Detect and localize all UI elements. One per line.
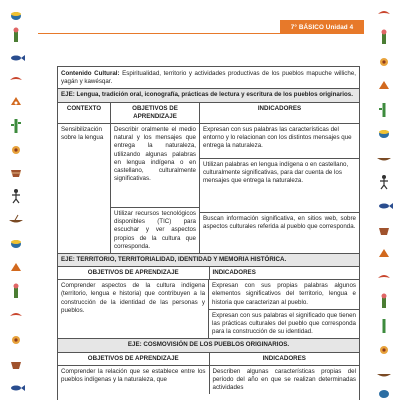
fish-icon bbox=[379, 203, 393, 209]
fox-icon bbox=[379, 81, 389, 89]
flower-icon bbox=[380, 346, 388, 354]
bird-icon bbox=[10, 313, 22, 316]
eje1-objetivo-1: Describir oralmente el medio natural y los mensajes que entrega la naturaleza, utilizando algunas palabras en lengua indígena o en castellano, culturalmente significativas. bbox=[111, 124, 199, 208]
header-divider bbox=[38, 33, 364, 34]
cultural-content-row bbox=[58, 67, 359, 89]
cactus-icon bbox=[11, 119, 21, 133]
eje1-objetivos-column bbox=[110, 124, 199, 253]
flower-icon bbox=[12, 336, 20, 344]
drum-icon bbox=[379, 130, 389, 138]
eje3-title: EJE: COSMOVISIÓN DE LOS PUEBLOS ORIGINARIOS. bbox=[127, 341, 290, 349]
cactus-icon bbox=[383, 319, 386, 333]
curriculum-table bbox=[57, 66, 360, 400]
eje3-col-objetivos: OBJETIVOS DE APRENDIZAJE bbox=[87, 354, 179, 362]
eje2-title: EJE: TERRITORIO, TERRITORIALIDAD, IDENTIDAD Y MEMORIA HISTÓRICA. bbox=[61, 255, 287, 263]
basket-icon bbox=[379, 228, 389, 235]
eje1-objetivo-2: Utilizar recursos tecnológicos disponibles (TIC) para escuchar y ver aspectos propios de la cultura que corresponda. bbox=[114, 209, 196, 250]
fish-icon bbox=[11, 385, 25, 391]
decorative-icon-border-left bbox=[0, 0, 34, 400]
eje2-body-row bbox=[58, 280, 359, 339]
eje3-objetivo: Comprender la relación que se establece entre los pueblos indígenas y la naturaleza, que bbox=[61, 367, 206, 383]
eje2-indicadores-column bbox=[208, 280, 359, 338]
eje1-contexto-cell: Sensibilización sobre la lengua bbox=[61, 125, 104, 142]
eje1-indicador-1a: Expresan con sus palabras las características del entorno y lo relacionan con los distintos mensajes que entrega la naturaleza. bbox=[200, 124, 359, 159]
fox-icon bbox=[379, 249, 389, 257]
eje1-col-indicadores: INDICADORES bbox=[199, 103, 359, 123]
eje1-body-row bbox=[58, 124, 359, 254]
canoe-icon bbox=[377, 374, 391, 377]
canoe-icon bbox=[377, 158, 391, 161]
bird-icon bbox=[10, 77, 22, 80]
eje1-indicador-1b: Utilizan palabras en lengua indígena o en castellano, culturalmente significativas, para dar cuenta de los mensajes que entrega la naturaleza. bbox=[200, 159, 359, 213]
totem-icon bbox=[14, 28, 19, 43]
flower-icon bbox=[380, 58, 388, 66]
drum-icon bbox=[379, 390, 389, 398]
totem-icon bbox=[382, 294, 387, 309]
bird-icon bbox=[378, 11, 390, 14]
eje2-objetivo: Comprender aspectos de la cultura indígena (territorio, lengua e historia) que contribuyen a la construcción de la identidad de las personas y pueblos. bbox=[61, 282, 206, 314]
eje3-title-row bbox=[58, 339, 359, 352]
eje1-title: EJE: Lengua, tradición oral, iconografía, prácticas de lectura y escritura de los pueblos originarios. bbox=[61, 91, 353, 99]
cactus-icon bbox=[379, 103, 386, 117]
totem-icon bbox=[382, 30, 387, 45]
eje2-col-objetivos: OBJETIVOS DE APRENDIZAJE bbox=[87, 269, 179, 277]
eje1-title-row bbox=[58, 89, 359, 102]
cultural-content-label: Contenido Cultural: bbox=[61, 70, 120, 77]
drum-icon bbox=[11, 240, 21, 248]
fox-icon bbox=[11, 263, 21, 271]
decorative-icon-border-right bbox=[366, 0, 400, 400]
eje2-header-row bbox=[58, 267, 359, 280]
eje1-header-row bbox=[58, 103, 359, 124]
basket-icon bbox=[11, 170, 21, 177]
bird-icon bbox=[378, 275, 390, 278]
basket-icon bbox=[11, 362, 21, 369]
canoe-icon bbox=[9, 215, 23, 223]
flower-icon bbox=[12, 146, 20, 154]
eje3-indicador: Describen algunas características propias del período del año en que se realizan determinadas actividades bbox=[209, 366, 360, 395]
eje3-col-indicadores: INDICADORES bbox=[209, 353, 360, 365]
fish-icon bbox=[11, 55, 25, 61]
eje1-indicador-2: Buscan información significativa, en sitios web, sobre aspectos culturales referida al pueblo que corresponda. bbox=[203, 214, 356, 231]
drum-icon bbox=[11, 12, 21, 20]
eje2-indicador-a: Expresan con sus propias palabras algunos elementos significativos del territorio, lengua e historia que caracterizan al pueblo. bbox=[209, 280, 359, 310]
eje1-col-objetivos: OBJETIVOS DE APRENDIZAJE bbox=[110, 103, 199, 123]
dancer-icon bbox=[380, 175, 388, 189]
totem-icon bbox=[14, 284, 19, 299]
eje3-body-row bbox=[58, 366, 359, 395]
eje2-indicador-b: Expresan con sus palabras el significado que tienen las prácticas culturales del pueblo que corresponda para la construcción de su identidad. bbox=[212, 311, 356, 336]
eje1-col-contexto: CONTEXTO bbox=[66, 104, 102, 112]
eje3-header-row bbox=[58, 353, 359, 366]
cultural-content-cell bbox=[58, 67, 359, 88]
eje1-indicadores-column bbox=[199, 124, 359, 253]
fox-icon bbox=[11, 97, 21, 105]
unit-header-badge: 7° BÁSICO Unidad 4 bbox=[280, 20, 364, 34]
cultural-content-text: Espiritualidad, territorio y actividades productivas de los pueblos mapuche williche, yagán y kawésqar. bbox=[61, 70, 356, 86]
eje2-title-row bbox=[58, 254, 359, 267]
dancer-icon bbox=[12, 189, 20, 203]
eje2-col-indicadores: INDICADORES bbox=[209, 267, 360, 279]
